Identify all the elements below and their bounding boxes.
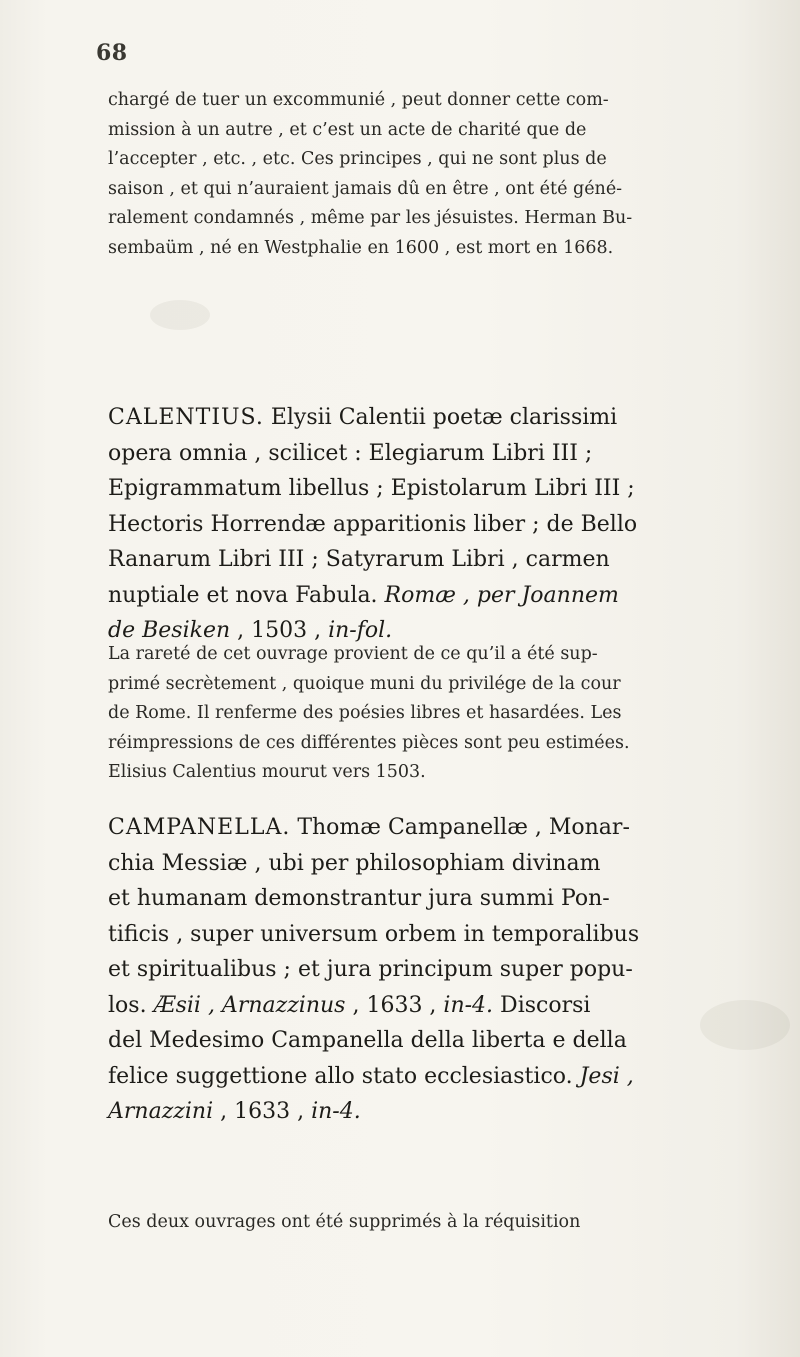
imprint-printer: Arnazzini (108, 1099, 214, 1124)
text-line: Ces deux ouvrages ont été supprimés à la réquisition (108, 1212, 581, 1232)
text-line: del Medesimo Campanella della liberta e della (108, 1028, 627, 1053)
text-line: Epigrammatum libellus ; Epistolarum Libri III ; (108, 476, 635, 501)
text-line: Ranarum Libri III ; Satyrarum Libri , carmen (108, 547, 610, 572)
entry-calentius (108, 400, 794, 649)
entry-heading: CALENTIUS. (108, 405, 264, 430)
imprint-year: , 1633 , (345, 992, 444, 1018)
text-line: La rareté de cet ouvrage provient de ce qu’il a été sup- (108, 644, 598, 664)
entry-campanella (108, 810, 794, 1130)
text-line: l’accepter , etc. , etc. Ces principes , qui ne sont plus de (108, 149, 607, 169)
text-line: chia Messiæ , ubi per philosophiam divinam (108, 850, 601, 876)
note-campanella (108, 1208, 768, 1238)
text-line: et spiritualibus ; et jura principum super popu- (108, 957, 633, 982)
text-line: chargé de tuer un excommunié , peut donner cette com- (108, 90, 609, 110)
entry-heading: CAMPANELLA. (108, 815, 291, 840)
text-line: saison , et qui n’auraient jamais dû en être , ont été géné- (108, 178, 623, 199)
text-line: réimpressions de ces différentes pièces sont peu estimées. (108, 732, 630, 753)
paper-stain (150, 300, 210, 330)
note-calentius (108, 640, 768, 788)
text-line: nuptiale et nova Fabula. (108, 582, 385, 608)
text-line: de Rome. Il renferme des poésies libres et hasardées. Les (108, 703, 622, 723)
imprint-printer: de Besiken (108, 618, 231, 643)
intro-paragraph (108, 86, 768, 263)
imprint-place: Jesi , (579, 1063, 634, 1089)
imprint-place: Romæ , per Joannem (384, 582, 619, 608)
text-fragment: felice suggettione allo stato ecclesiastico. (108, 1063, 580, 1089)
imprint-format: in-4. (311, 1099, 361, 1124)
text-line: ralement condamnés , même par les jésuistes. Herman Bu- (108, 208, 633, 228)
imprint-printer: Æsii , Arnazzinus (153, 992, 346, 1018)
text-line: mission à un autre , et c’est un acte de charité que de (108, 119, 587, 140)
text-line: Thomæ Campanellæ , Monar- (290, 815, 630, 840)
text-line: Elisius Calentius mourut vers 1503. (108, 762, 426, 782)
text-line: opera omnia , scilicet : Elegiarum Libri III ; (108, 440, 593, 466)
text-fragment: los. (108, 992, 154, 1018)
text-line: et humanam demonstrantur jura summi Pon- (108, 886, 610, 911)
imprint-format: in-fol. (328, 618, 393, 643)
text-line: Hectoris Horrendæ apparitionis liber ; de Bello (108, 511, 638, 537)
page-number: 68 (96, 40, 128, 66)
text-line: tificis , super universum orbem in temporalibus (108, 921, 640, 947)
imprint-year: , 1503 , (230, 618, 329, 643)
imprint-format: in-4. (443, 992, 494, 1018)
text-fragment: Discorsi (493, 992, 591, 1018)
text-line: primé secrètement , quoique muni du privilége de la cour (108, 673, 621, 694)
imprint-year: , 1633 , (213, 1099, 312, 1124)
text-line: sembaüm , né en Westphalie en 1600 , est mort en 1668. (108, 237, 614, 258)
text-line: Elysii Calentii poetæ clarissimi (263, 405, 618, 430)
